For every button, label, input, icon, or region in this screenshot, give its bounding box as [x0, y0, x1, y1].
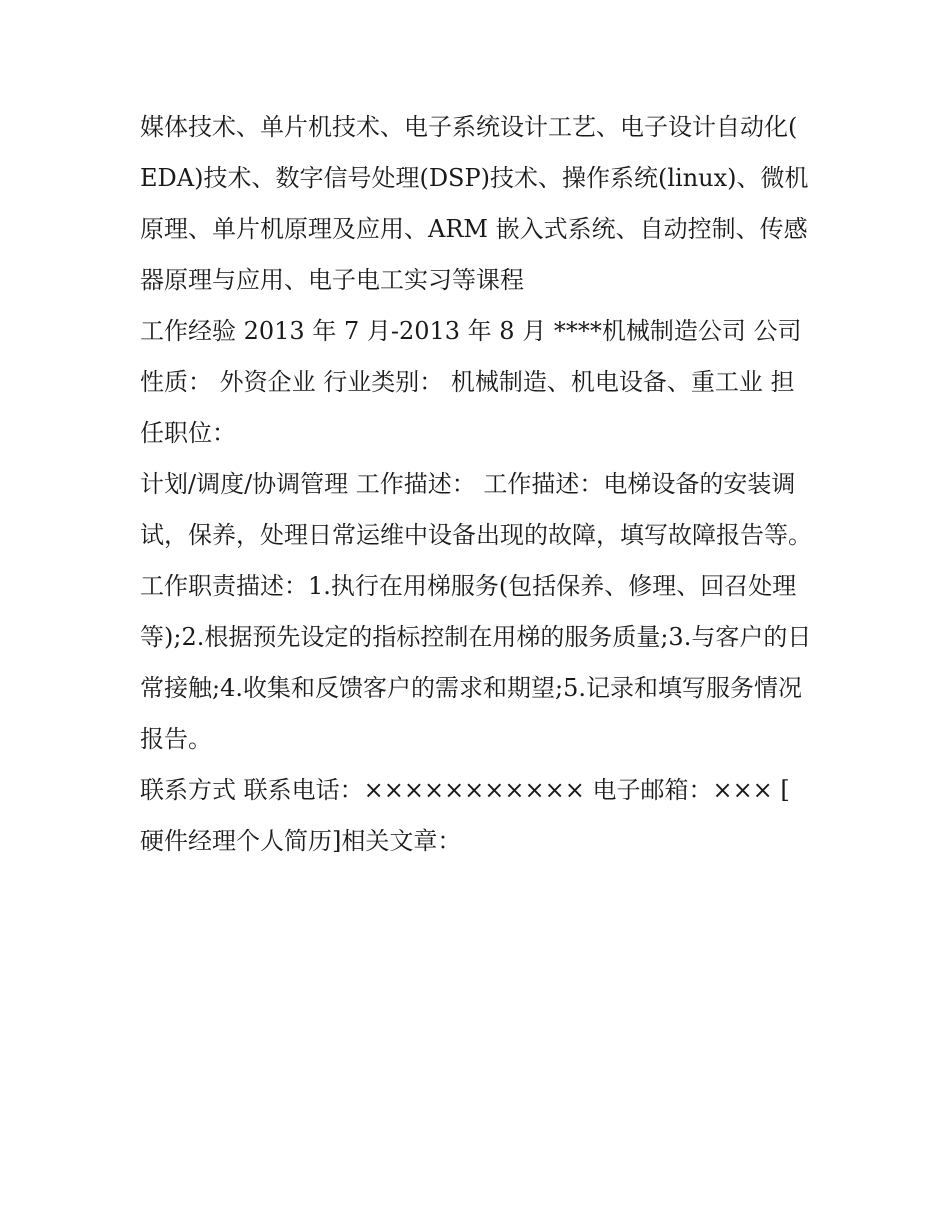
document-body [140, 102, 812, 867]
paragraph-job-role: 计划/调度/协调管理 工作描述： 工作描述：电梯设备的安装调试，保养，处理日常运维中设备出现的故障，填写故障报告等。 [140, 470, 812, 549]
paragraph-contact: 联系方式 联系电话：××××××××××× 电子邮箱：××× [硬件经理个人简历]相关文章： [140, 776, 790, 855]
paragraph-responsibilities: 工作职责描述：1.执行在用梯服务(包括保养、修理、回召处理等);2.根据预先设定的指标控制在用梯的服务质量;3.与客户的日常接触;4.收集和反馈客户的需求和期望;5.记录和填写服务情况报告。 [140, 572, 812, 753]
paragraph-courses: 媒体技术、单片机技术、电子系统设计工艺、电子设计自动化(EDA)技术、数字信号处理(DSP)技术、操作系统(linux)、微机原理、单片机原理及应用、ARM 嵌入式系统、自动控制、传感器原理与应用、电子电工实习等课程 [140, 113, 809, 294]
paragraph-work-experience: 工作经验 2013 年 7 月-2013 年 8 月 ****机械制造公司 公司性质： 外资企业 行业类别： 机械制造、机电设备、重工业 担任职位： [140, 317, 802, 447]
